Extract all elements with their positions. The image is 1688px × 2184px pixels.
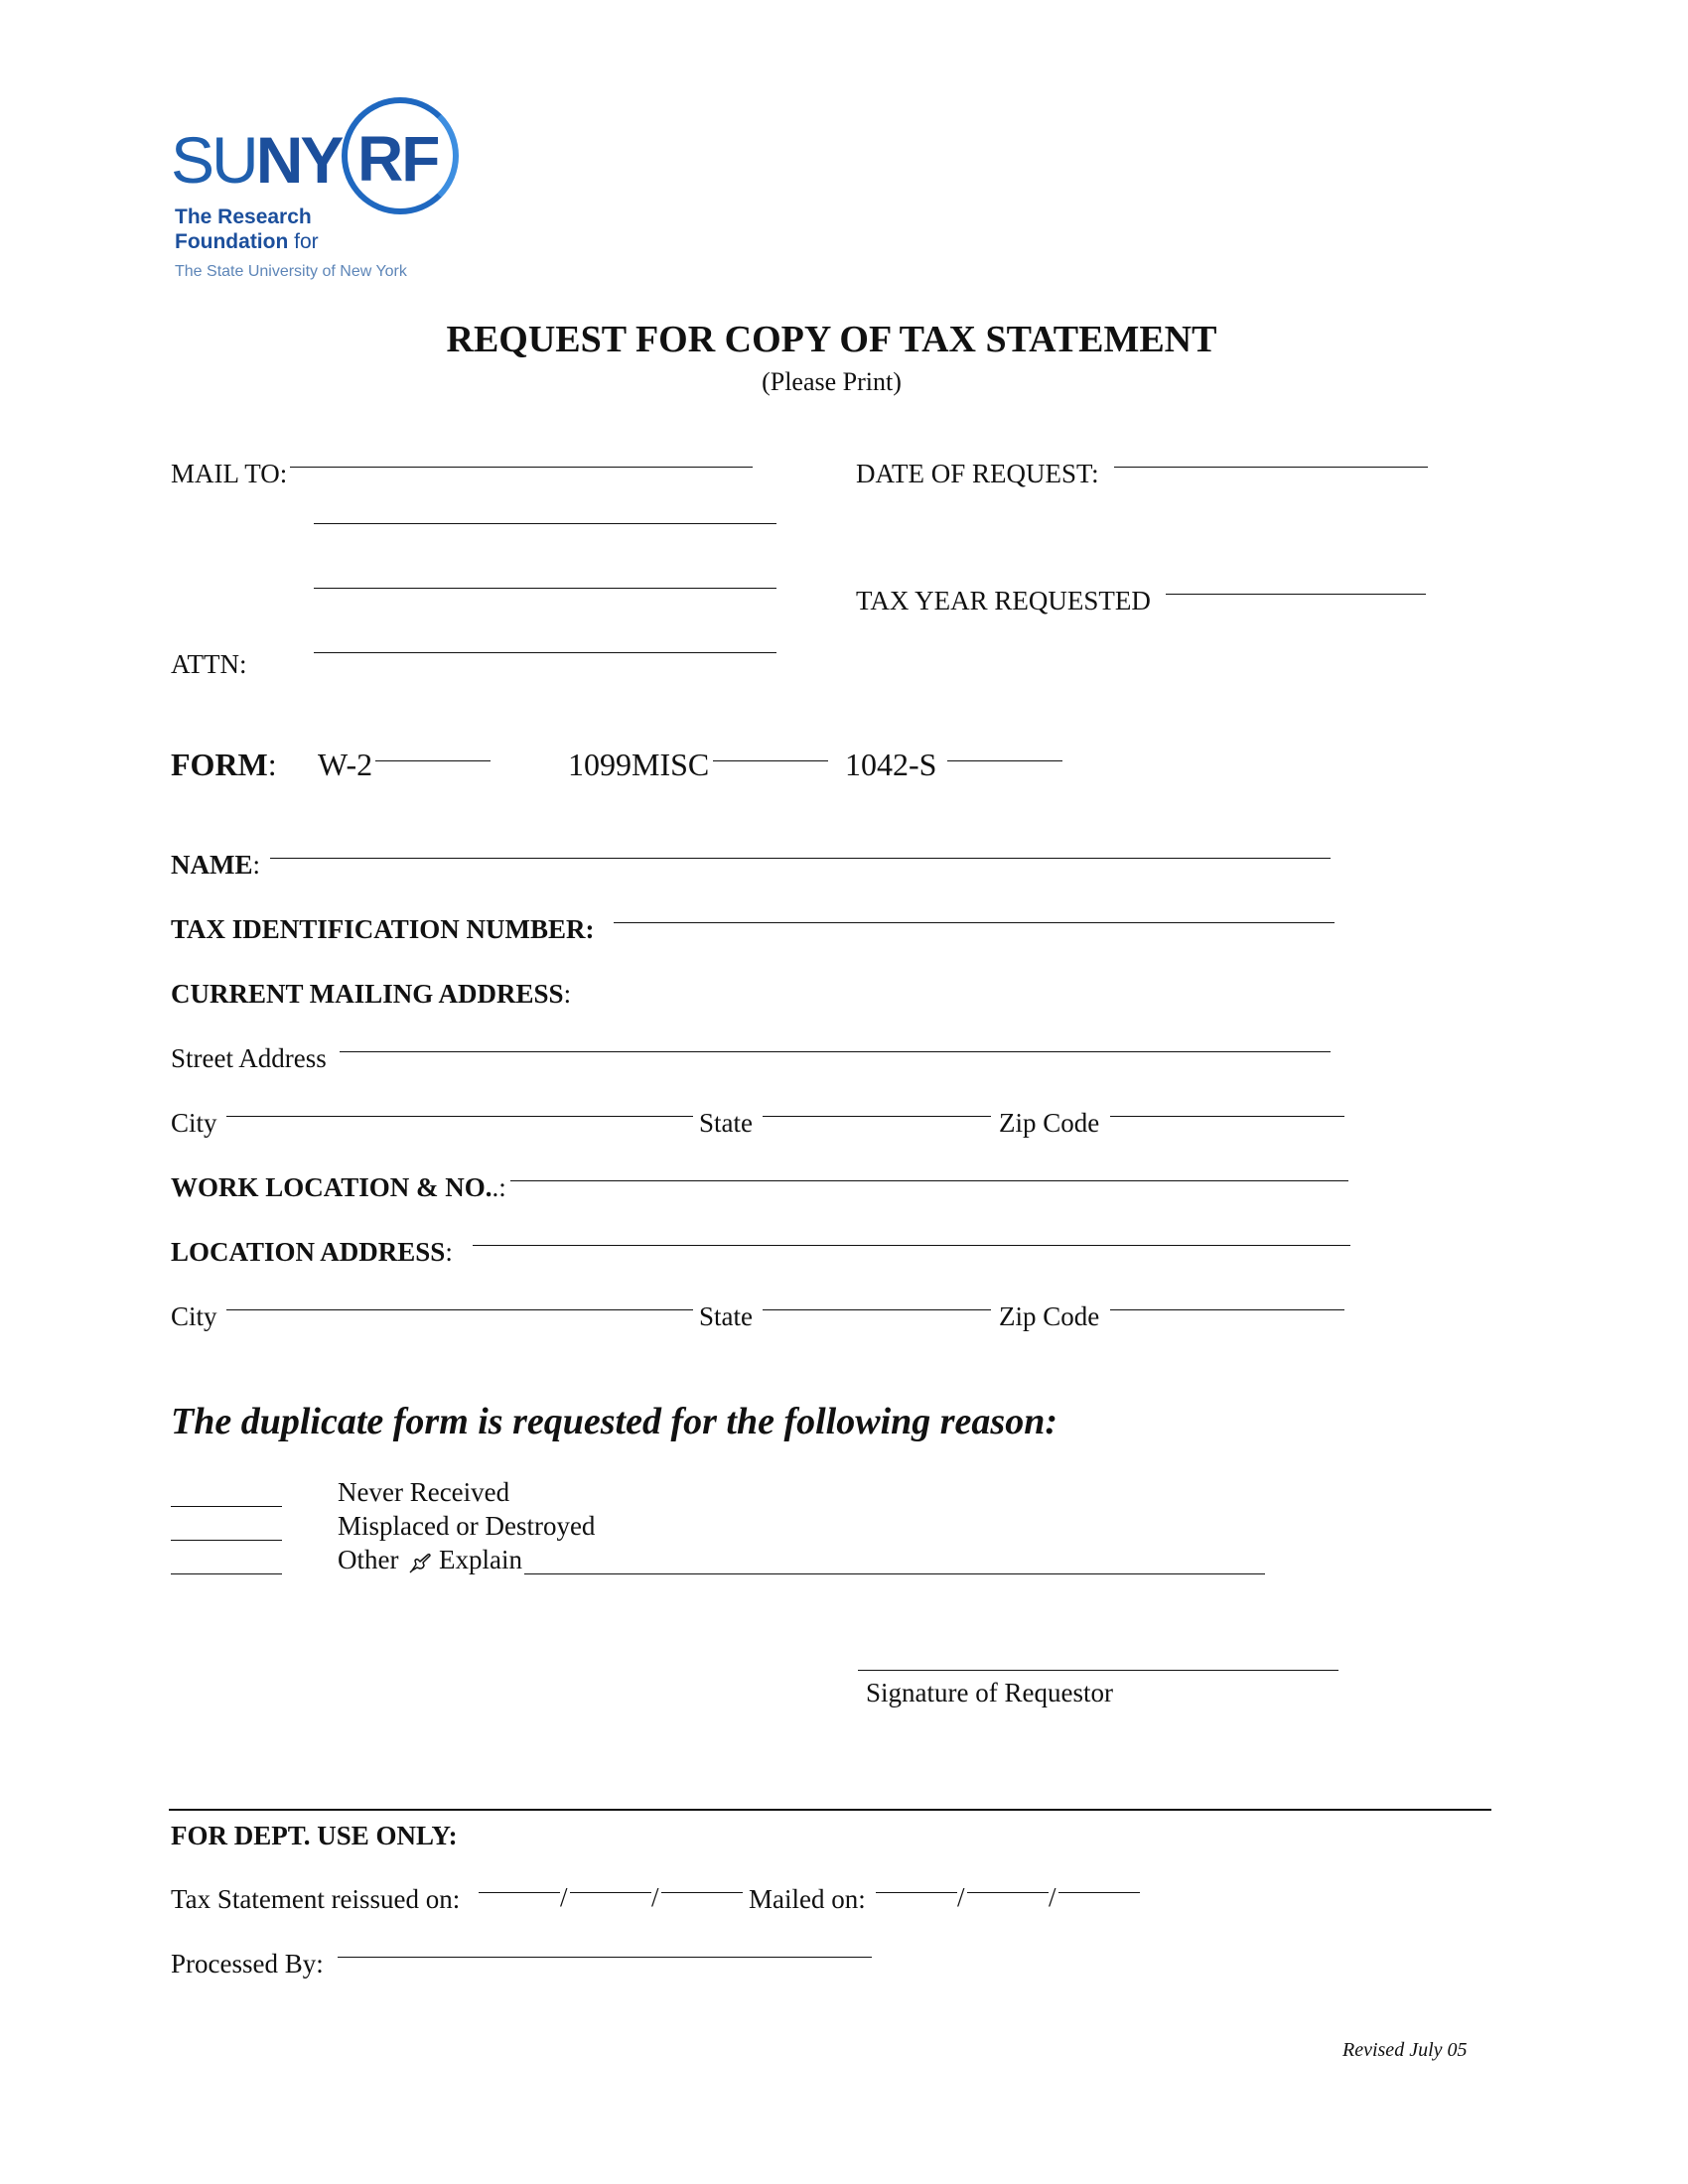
logo-line-2-text: Foundation xyxy=(175,230,289,253)
work-location-line[interactable] xyxy=(510,1180,1348,1181)
tax-id-line[interactable] xyxy=(614,922,1335,923)
reissued-sep-2: / xyxy=(651,1882,659,1912)
reissued-label: Tax Statement reissued on: xyxy=(171,1884,461,1914)
reason-misplaced-label: Misplaced or Destroyed xyxy=(338,1511,596,1541)
logo-line-2-for: for xyxy=(294,230,319,253)
reissued-day-line[interactable] xyxy=(570,1892,651,1893)
attn-line[interactable] xyxy=(314,652,776,653)
location-zip-code-label: Zip Code xyxy=(999,1301,1100,1331)
reason-misplaced-checkline[interactable] xyxy=(171,1540,282,1541)
form-option-1042s-label: 1042-S xyxy=(845,747,937,782)
mail-to-line-1[interactable] xyxy=(290,467,753,468)
tax-year-requested-line[interactable] xyxy=(1166,594,1426,595)
mail-to-line-2[interactable] xyxy=(314,523,776,524)
street-address-line[interactable] xyxy=(340,1051,1331,1052)
tax-id-label: TAX IDENTIFICATION NUMBER: xyxy=(171,914,595,944)
logo-wordmark xyxy=(171,123,342,197)
location-state-line[interactable] xyxy=(763,1309,991,1310)
location-address-text: LOCATION ADDRESS xyxy=(171,1237,446,1267)
current-mailing-address-label xyxy=(171,979,571,1010)
city-line[interactable] xyxy=(226,1116,693,1117)
zip-code-label: Zip Code xyxy=(999,1108,1100,1138)
form-label-text: FORM xyxy=(171,747,268,782)
signature-line[interactable] xyxy=(858,1670,1338,1671)
pointing-hand-icon xyxy=(409,1551,433,1574)
logo-badge-rf: RF xyxy=(357,123,439,195)
name-line[interactable] xyxy=(270,858,1331,859)
location-address-line[interactable] xyxy=(473,1245,1350,1246)
reason-explain-label: Explain xyxy=(439,1545,522,1574)
page-subtitle: (Please Print) xyxy=(762,367,902,396)
location-zip-code-line[interactable] xyxy=(1110,1309,1344,1310)
state-label: State xyxy=(699,1108,753,1138)
signature-label: Signature of Requestor xyxy=(866,1678,1113,1707)
logo-line-3: The State University of New York xyxy=(175,263,407,280)
mail-to-line-3[interactable] xyxy=(314,588,776,589)
processed-by-line[interactable] xyxy=(338,1957,872,1958)
attn-label: ATTN: xyxy=(171,649,247,679)
mailed-sep-2: / xyxy=(1049,1882,1056,1912)
date-of-request-line[interactable] xyxy=(1114,467,1428,468)
logo-line-1: The Research xyxy=(175,205,312,228)
dept-divider xyxy=(169,1809,1491,1811)
form-option-w2-line[interactable] xyxy=(375,760,491,761)
reason-heading: The duplicate form is requested for the following reason: xyxy=(171,1401,1057,1442)
revised-date: Revised July 05 xyxy=(1342,2039,1468,2061)
work-location-label xyxy=(171,1172,506,1203)
suny-rf-logo xyxy=(171,95,469,289)
logo-wordmark-su: SU xyxy=(171,123,256,197)
location-address-colon: : xyxy=(445,1237,453,1267)
dept-use-label: FOR DEPT. USE ONLY: xyxy=(171,1821,458,1850)
form-label-colon: : xyxy=(267,747,277,782)
name-label xyxy=(171,850,260,881)
logo-wordmark-ny: NY xyxy=(255,123,342,197)
mailed-year-line[interactable] xyxy=(1058,1892,1140,1893)
processed-by-label: Processed By: xyxy=(171,1949,324,1979)
form-option-w2-label: W-2 xyxy=(318,747,373,782)
mail-to-label: MAIL TO: xyxy=(171,459,288,488)
location-city-label: City xyxy=(171,1301,217,1331)
form-option-1099misc-line[interactable] xyxy=(713,760,828,761)
name-label-colon: : xyxy=(252,850,261,880)
tax-year-requested-label: TAX YEAR REQUESTED xyxy=(856,586,1151,615)
current-mailing-address-colon: : xyxy=(563,979,572,1009)
reason-never-received-label: Never Received xyxy=(338,1477,510,1507)
form-option-1042s-line[interactable] xyxy=(947,760,1062,761)
date-of-request-label: DATE OF REQUEST: xyxy=(856,459,1099,488)
reason-other-checkline[interactable] xyxy=(171,1573,282,1574)
location-address-label xyxy=(171,1237,453,1268)
location-city-line[interactable] xyxy=(226,1309,693,1310)
reissued-month-line[interactable] xyxy=(479,1892,560,1893)
logo-line-2 xyxy=(175,231,319,252)
current-mailing-address-text: CURRENT MAILING ADDRESS xyxy=(171,979,564,1009)
reason-other-label: Other xyxy=(338,1545,399,1574)
page-title: REQUEST FOR COPY OF TAX STATEMENT xyxy=(446,319,1217,360)
name-label-text: NAME xyxy=(171,850,253,880)
reason-never-received-checkline[interactable] xyxy=(171,1506,282,1507)
reason-explain-line[interactable] xyxy=(524,1573,1265,1574)
location-state-label: State xyxy=(699,1301,753,1331)
form-type-label xyxy=(171,747,277,783)
city-label: City xyxy=(171,1108,217,1138)
mailed-on-label: Mailed on: xyxy=(749,1884,866,1914)
reissued-year-line[interactable] xyxy=(661,1892,743,1893)
mailed-sep-1: / xyxy=(957,1882,965,1912)
mailed-day-line[interactable] xyxy=(967,1892,1049,1893)
form-option-1099misc-label: 1099MISC xyxy=(568,747,710,782)
work-location-text: WORK LOCATION & NO. xyxy=(171,1172,492,1202)
zip-code-line[interactable] xyxy=(1110,1116,1344,1117)
work-location-suffix: .: xyxy=(492,1172,506,1202)
street-address-label: Street Address xyxy=(171,1043,327,1073)
reissued-sep-1: / xyxy=(560,1882,568,1912)
mailed-month-line[interactable] xyxy=(876,1892,957,1893)
state-line[interactable] xyxy=(763,1116,991,1117)
